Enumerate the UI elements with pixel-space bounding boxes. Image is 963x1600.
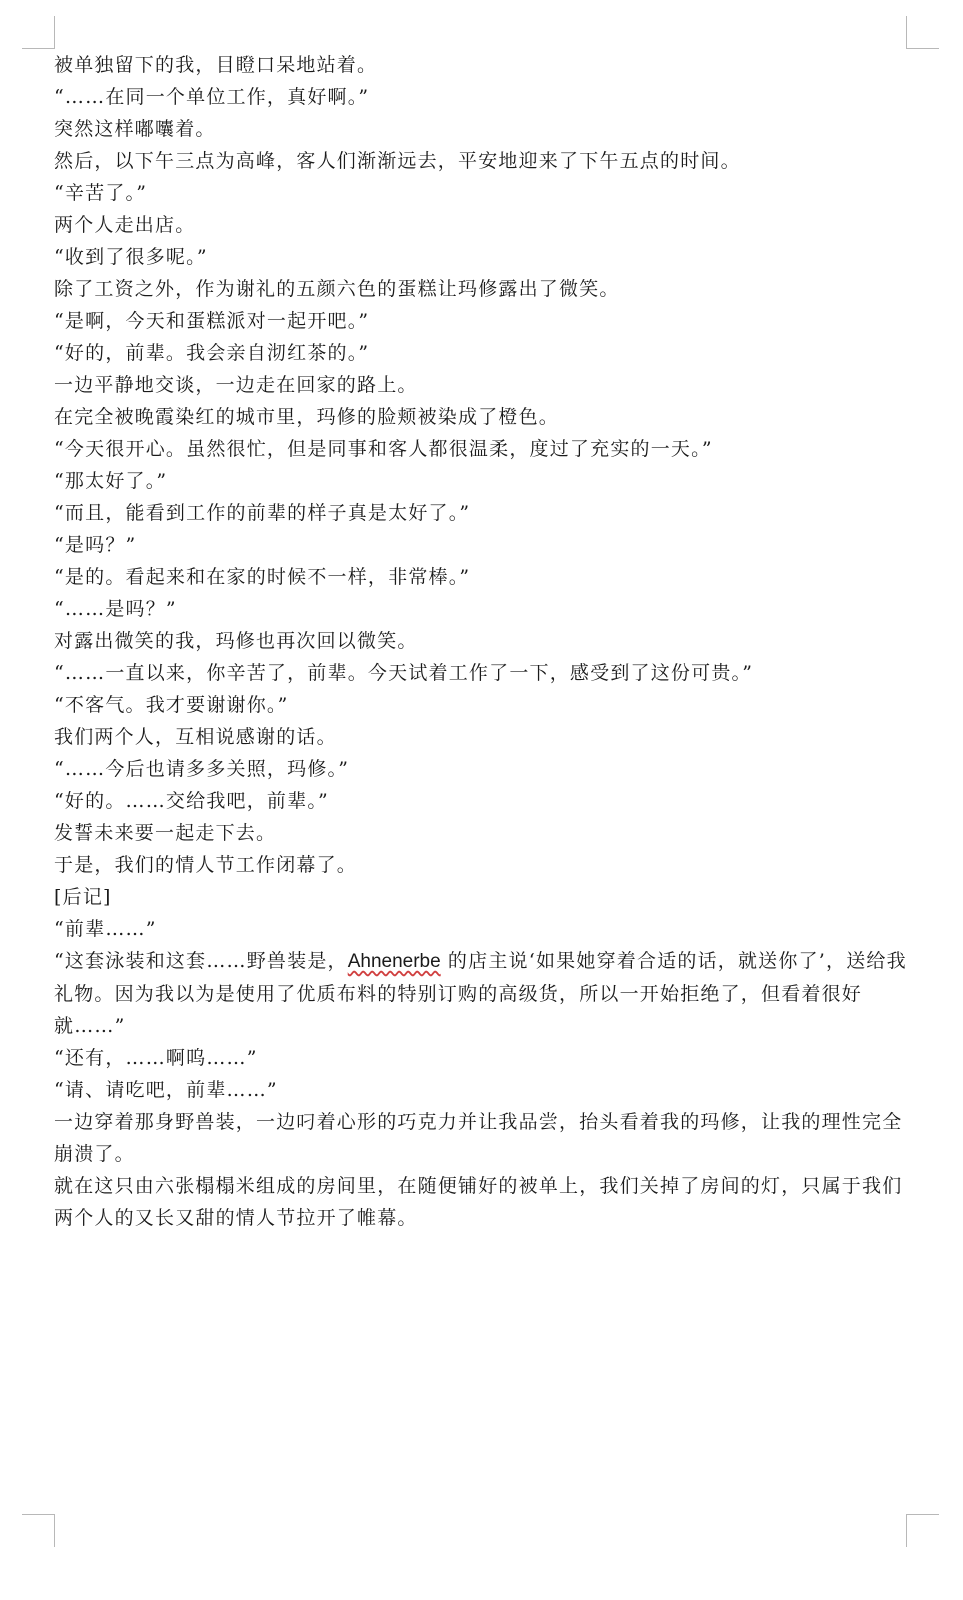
paragraph: “前辈……”: [54, 918, 157, 940]
afterword-heading: [后记]: [54, 886, 112, 908]
spellcheck-word[interactable]: Ahnenerbe: [347, 951, 441, 972]
paragraph: 被单独留下的我，目瞪口呆地站着。: [54, 54, 378, 76]
paragraph: 于是，我们的情人节工作闭幕了。: [54, 854, 358, 876]
paragraph: “请、请吃吧，前辈……”: [54, 1079, 278, 1101]
paragraph: “……今后也请多多关照，玛修。”: [54, 758, 350, 780]
paragraph: “辛苦了。”: [54, 182, 148, 204]
crop-mark-bottom-right: [906, 1514, 939, 1547]
crop-mark-bottom-left: [22, 1514, 55, 1547]
paragraph: 就在这只由六张榻榻米组成的房间里，在随便铺好的被单上，我们关掉了房间的灯，只属于我们两个人的又长又甜的情人节拉开了帷幕。: [54, 1175, 903, 1229]
paragraph: “还有，……啊呜……”: [54, 1047, 258, 1069]
paragraph: “今天很开心。虽然很忙，但是同事和客人都很温柔，度过了充实的一天。”: [54, 438, 713, 460]
paragraph: “是啊，今天和蛋糕派对一起开吧。”: [54, 310, 370, 332]
paragraph: “而且，能看到工作的前辈的样子真是太好了。”: [54, 502, 471, 524]
paragraph: 两个人走出店。: [54, 214, 196, 236]
paragraph: 在完全被晚霞染红的城市里，玛修的脸颊被染成了橙色。: [54, 406, 560, 428]
paragraph: 然后，以下午三点为高峰，客人们渐渐远去，平安地迎来了下午五点的时间。: [54, 150, 741, 172]
paragraph: 发誓未来要一起走下去。: [54, 822, 277, 844]
paragraph-with-latin: [54, 945, 909, 1042]
paragraph: “收到了很多呢。”: [54, 246, 208, 268]
paragraph: “好的。……交给我吧，前辈。”: [54, 790, 329, 812]
paragraph: 突然这样嘟囔着。: [54, 118, 216, 140]
crop-mark-top-right: [906, 16, 939, 49]
document-body[interactable]: [54, 49, 909, 1234]
paragraph: 对露出微笑的我，玛修也再次回以微笑。: [54, 630, 418, 652]
paragraph: “是吗？”: [54, 534, 137, 556]
paragraph: 我们两个人，互相说感谢的话。: [54, 726, 337, 748]
paragraph: “那太好了。”: [54, 470, 168, 492]
paragraph-part: “这套泳装和这套……野兽装是，: [54, 950, 348, 972]
paragraph: “……是吗？”: [54, 598, 177, 620]
paragraph: 一边穿着那身野兽装，一边叼着心形的巧克力并让我品尝，抬头看着我的玛修，让我的理性完全崩溃了。: [54, 1111, 903, 1165]
paragraph: “……在同一个单位工作，真好啊。”: [54, 86, 370, 108]
paragraph: “好的，前辈。我会亲自沏红茶的。”: [54, 342, 370, 364]
crop-mark-top-left: [22, 16, 55, 49]
paragraph: “是的。看起来和在家的时候不一样，非常棒。”: [54, 566, 471, 588]
paragraph-part: 的店主说‘如果她穿着合适的话，就送你了’，送给我礼物。因为我以为是使用了优质布料的特别订购的高级货，所以一开始拒绝了，但看着很好就……”: [54, 950, 907, 1037]
paragraph: 除了工资之外，作为谢礼的五颜六色的蛋糕让玛修露出了微笑。: [54, 278, 620, 300]
paragraph: “……一直以来，你辛苦了，前辈。今天试着工作了一下，感受到了这份可贵。”: [54, 662, 754, 684]
paragraph: 一边平静地交谈，一边走在回家的路上。: [54, 374, 418, 396]
paragraph: “不客气。我才要谢谢你。”: [54, 694, 289, 716]
